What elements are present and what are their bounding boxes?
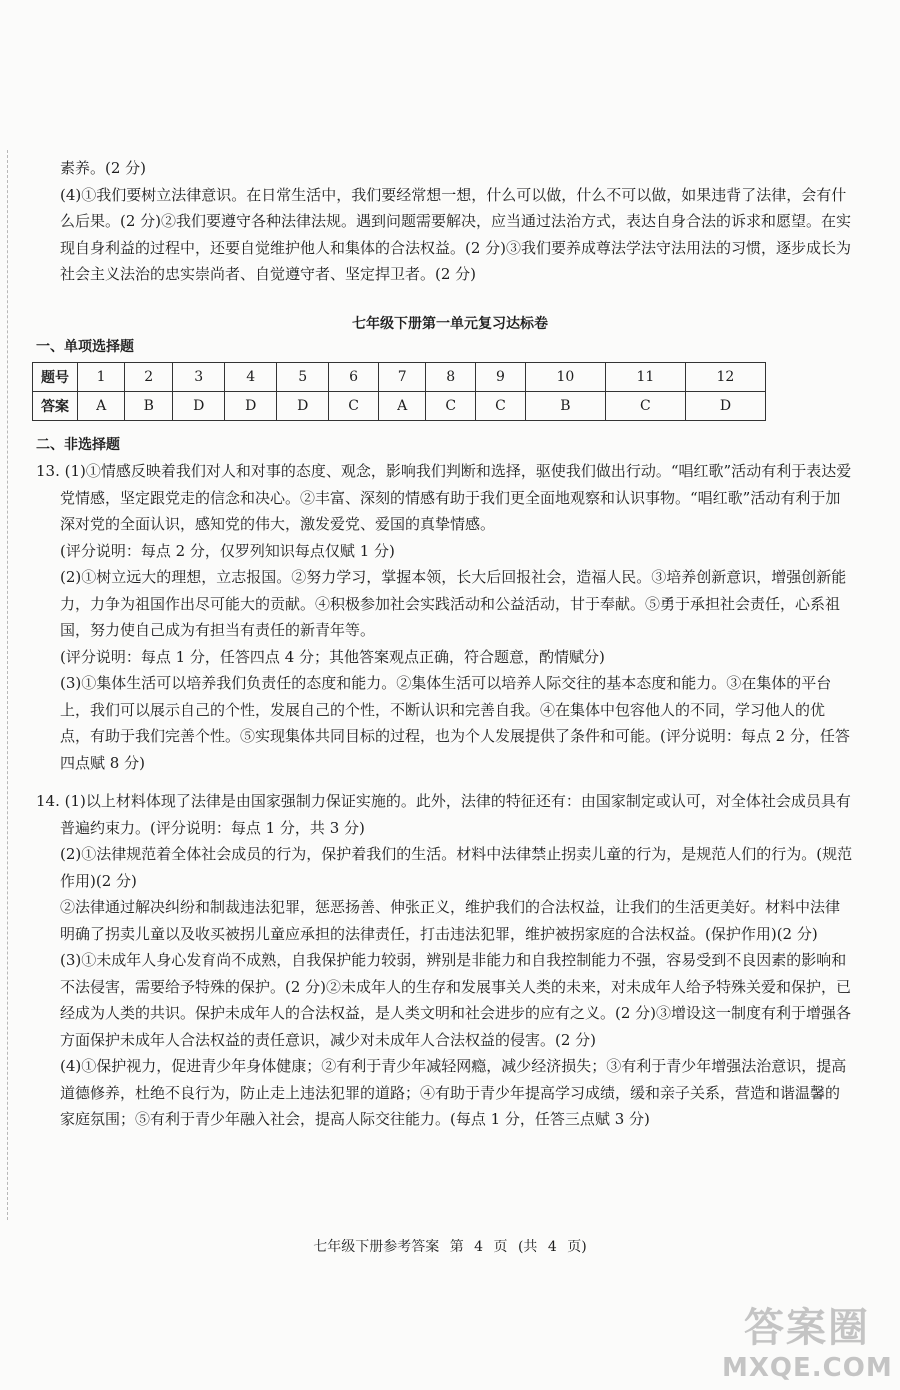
answer-paragraph: (2)①树立远大的理想，立志报国。②努力学习，掌握本领，长大后回报社会，造福人民。③培养创新意识，增强创新能力，力争为祖国作出尽可能大的贡献。④积极参加社会实践活动和公益活动，甘于奉献。⑤勇于承担社会责任，心系祖国，努力使自己成为有担当有责任的新青年等。 <box>60 568 847 639</box>
watermark-url: MXQE.COM <box>722 1353 893 1383</box>
question-13-answers <box>36 458 854 776</box>
answer-cell: B <box>525 392 605 421</box>
answer-cell: D <box>173 392 225 421</box>
answer-cell: C <box>426 392 476 421</box>
top-answer-block <box>36 155 854 288</box>
question-number: 7 <box>379 363 426 392</box>
answer-paragraph: (4)①保护视力，促进青少年身体健康；②有利于青少年减轻网瘾，减少经济损失；③有利于青少年增强法治意识，提高道德修养，杜绝不良行为，防止走上违法犯罪的道路；④有助于青少年提高学习成绩，缓和亲子关系，营造和谐温馨的家庭氛围；⑤有利于青少年融入社会，提高人际交往能力。(每点 1 分，任答三点赋 3 分) <box>60 1057 847 1128</box>
answer-cell: C <box>605 392 685 421</box>
watermark-logo <box>722 1302 892 1386</box>
answer-cell: B <box>125 392 173 421</box>
question-number: 8 <box>426 363 476 392</box>
question-number: 1 <box>78 363 125 392</box>
question-number: 3 <box>173 363 225 392</box>
answer-cell: C <box>476 392 526 421</box>
question-number: 6 <box>329 363 379 392</box>
answer-paragraph: 13. (1)①情感反映着我们对人和对事的态度、观念，影响我们判断和选择，驱使我们做出行动。“唱红歌”活动有利于表达爱党情感，坚定跟党走的信念和决心。②丰富、深刻的情感有助于我们更全面地观察和认识事物。“唱红歌”活动有利于加深对党的全面认识，感知党的伟大，激发爱党、爱国的真挚情感。 <box>36 462 852 533</box>
table-row-numbers <box>33 363 766 392</box>
question-number: 4 <box>225 363 277 392</box>
answer-cell: A <box>78 392 125 421</box>
answer-paragraph: (3)①集体生活可以培养我们负责任的态度和能力。②集体生活可以培养人际交往的基本态度和能力。③在集体的平台上，我们可以展示自己的个性，发展自己的个性，不断认识和完善自我。④在集体中包容他人的不同，学习他人的优点，有助于我们完善个性。⑤实现集体共同目标的过程，也为个人发展提供了条件和可能。(评分说明：每点 2 分，任答四点赋 8 分) <box>60 674 850 772</box>
binding-margin-line <box>7 150 8 1220</box>
answer-cell: D <box>277 392 329 421</box>
question-number: 9 <box>476 363 526 392</box>
question-number: 12 <box>685 363 765 392</box>
row-label-answer: 答案 <box>33 392 78 421</box>
question-number: 2 <box>125 363 173 392</box>
exam-title: 七年级下册第一单元复习达标卷 <box>352 316 548 332</box>
question-14-answers <box>36 788 854 1133</box>
answer-paragraph: (3)①未成年人身心发育尚不成熟，自我保护能力较弱，辨别是非能力和自我控制能力不强，容易受到不良因素的影响和不法侵害，需要给予特殊的保护。(2 分)②未成年人的生存和发展事关人类的未来，对未成年人给予特殊关爱和保护，已经成为人类的共识。保护未成年人的合法权益，是人类文明和社会进步的应有之义。(2 分)③增设这一制度有利于增强各方面保护未成年人合法权益的责任意识，减少对未成年人合法权益的侵害。(2 分) <box>60 951 852 1049</box>
answer-cell: D <box>225 392 277 421</box>
answer-cell: A <box>379 392 426 421</box>
answer-cell: C <box>329 392 379 421</box>
row-label-number: 题号 <box>33 363 78 392</box>
table-row-answers <box>33 392 766 421</box>
scoring-note: (评分说明：每点 1 分，任答四点 4 分；其他答案观点正确，符合题意，酌情赋分) <box>60 647 605 666</box>
answer-paragraph: 14. (1)以上材料体现了法律是由国家强制力保证实施的。此外，法律的特征还有：由国家制定或认可，对全体社会成员具有普遍约束力。(评分说明：每点 1 分，共 3 分) <box>36 792 851 837</box>
answer-paragraph: ②法律通过解决纠纷和制裁违法犯罪，惩恶扬善、伸张正义，维护我们的合法权益，让我们的生活更美好。材料中法律明确了拐卖儿童以及收买被拐儿童应承担的法律责任，打击违法犯罪，维护被拐家庭的合法权益。(保护作用)(2 分) <box>60 898 841 943</box>
answer-cell: D <box>685 392 765 421</box>
scoring-note: (评分说明：每点 2 分，仅罗列知识每点仅赋 1 分) <box>60 541 395 560</box>
question-number: 5 <box>277 363 329 392</box>
text-line: 素养。(2 分) <box>60 159 147 177</box>
section-heading-choice: 一、单项选择题 <box>36 339 134 355</box>
text-line: (4)①我们要树立法律意识。在日常生活中，我们要经常想一想，什么可以做，什么不可以做，如果违背了法律，会有什么后果。(2 分)②我们要遵守各种法律法规。遇到问题需要解决，应当通过法治方式，表达自身合法的诉求和愿望。在实现自身利益的过程中，还要自觉维护他人和集体的合法权益。(2 分)③我们要养成尊法学法守法用法的习惯，逐步成长为社会主义法治的忠实崇尚者、自觉遵守者、坚定捍卫者。(2 分) <box>60 185 852 283</box>
section-heading-nonchoice: 二、非选择题 <box>36 437 120 453</box>
question-number: 11 <box>605 363 685 392</box>
answer-table <box>32 362 766 421</box>
watermark-text: 答案圈 <box>744 1305 870 1351</box>
answer-paragraph: (2)①法律规范着全体社会成员的行为，保护着我们的生活。材料中法律禁止拐卖儿童的行为，是规范人们的行为。(规范作用)(2 分) <box>60 845 853 890</box>
question-number: 10 <box>525 363 605 392</box>
page-footer: 七年级下册参考答案 第 4 页 (共 4 页) <box>313 1239 587 1255</box>
